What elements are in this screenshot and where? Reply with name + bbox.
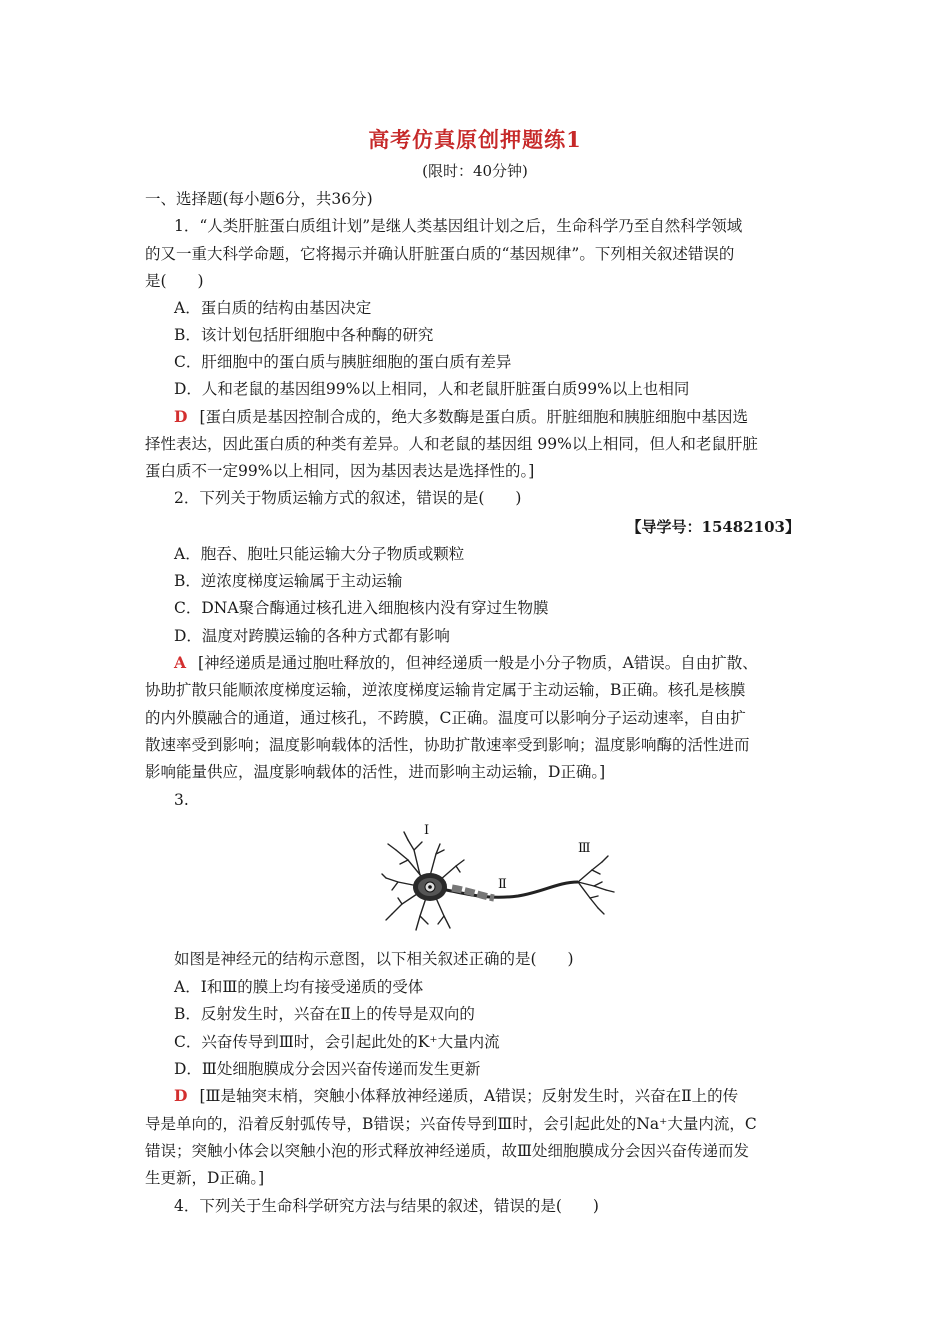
page-title: 高考仿真原创押题练1 [368, 127, 582, 152]
time-limit: (限时：40分钟) [422, 162, 528, 180]
q3-stem: 如图是神经元的结构示意图，以下相关叙述正确的是( ) [174, 950, 574, 968]
q3-explanation-line: 错误；突触小体会以突触小泡的形式释放神经递质，故Ⅲ处细胞膜成分会因兴奋传递而发 [145, 1142, 749, 1160]
section-heading: 一、选择题(每小题6分，共36分) [145, 190, 373, 208]
q1-option-b: B．该计划包括肝细胞中各种酶的研究 [174, 326, 434, 344]
q1-stem-line: 是( ) [145, 272, 204, 290]
q1-stem-line: 的又一重大科学命题，它将揭示并确认肝脏蛋白质的“基因规律”。下列相关叙述错误的 [145, 245, 735, 263]
q1-option-c: C．肝细胞中的蛋白质与胰脏细胞的蛋白质有差异 [174, 353, 512, 371]
q1-explanation-line: 择性表达，因此蛋白质的种类有差异。人和老鼠的基因组 99%以上相同，但人和老鼠肝脏 [145, 435, 758, 453]
q3-explanation-line: 生更新，D正确。] [145, 1169, 265, 1187]
label-I: Ⅰ [424, 823, 430, 838]
q1-answer: D [174, 407, 188, 426]
q3-option-d: D．Ⅲ处细胞膜成分会因兴奋传递而发生更新 [174, 1060, 481, 1078]
q2-explanation-line: 的内外膜融合的通道，通过核孔，不跨膜，C正确。温度可以影响分子运动速率，自由扩 [145, 709, 746, 727]
q1-option-a: A．蛋白质的结构由基因决定 [174, 299, 372, 317]
q2-option-a: A．胞吞、胞吐只能运输大分子物质或颗粒 [174, 545, 465, 563]
q3-explanation-line: 导是单向的，沿着反射弧传导，B错误；兴奋传导到Ⅲ时，会引起此处的Na⁺大量内流，C [145, 1115, 757, 1133]
q3-explanation-line [174, 1086, 738, 1106]
q1-stem-line: 1．“人类肝脏蛋白质组计划”是继人类基因组计划之后，生命科学乃至自然科学领域 [174, 217, 743, 235]
guide-number: 【导学号：15482103】 [626, 518, 800, 536]
neuron-diagram [378, 820, 628, 938]
q2-option-b: B．逆浓度梯度运输属于主动运输 [174, 572, 403, 590]
q2-explanation-line [174, 653, 758, 673]
q2-explanation-line: 散速率受到影响；温度影响载体的活性，协助扩散速率受到影响；温度影响酶的活性进而 [145, 736, 750, 754]
q3-option-c: C．兴奋传导到Ⅲ时，会引起此处的K⁺大量内流 [174, 1033, 500, 1051]
q1-explanation-line: 蛋白质不一定99%以上相同，因为基因表达是选择性的。] [145, 462, 535, 480]
q2-option-c: C．DNA聚合酶通过核孔进入细胞核内没有穿过生物膜 [174, 599, 549, 617]
q1-option-d: D．人和老鼠的基因组99%以上相同，人和老鼠肝脏蛋白质99%以上也相同 [174, 380, 690, 398]
q3-option-a: A．Ⅰ和Ⅲ的膜上均有接受递质的受体 [174, 978, 424, 996]
q3-number: 3. [174, 791, 189, 809]
q1-explanation-line [174, 407, 748, 427]
q3-explanation-text: [Ⅲ是轴突末梢，突触小体释放神经递质，A错误；反射发生时，兴奋在Ⅱ上的传 [199, 1087, 739, 1105]
q3-answer: D [174, 1086, 188, 1105]
q3-option-b: B．反射发生时，兴奋在Ⅱ上的传导是双向的 [174, 1005, 475, 1023]
q2-explanation-text: [神经递质是通过胞吐释放的，但神经递质一般是小分子物质，A错误。自由扩散、 [198, 654, 758, 672]
q2-stem: 2．下列关于物质运输方式的叙述，错误的是( ) [174, 489, 522, 507]
q2-option-d: D．温度对跨膜运输的各种方式都有影响 [174, 627, 450, 645]
q2-answer: A [174, 653, 187, 672]
label-III: Ⅲ [578, 841, 591, 856]
q2-explanation-line: 影响能量供应，温度影响载体的活性，进而影响主动运输，D正确。] [145, 763, 606, 781]
q4-stem: 4．下列关于生命科学研究方法与结果的叙述，错误的是( ) [174, 1197, 599, 1215]
label-II: Ⅱ [498, 877, 507, 892]
q2-explanation-line: 协助扩散只能顺浓度梯度运输，逆浓度梯度运输肯定属于主动运输，B正确。核孔是核膜 [145, 681, 746, 699]
q1-explanation-text: [蛋白质是基因控制合成的，绝大多数酶是蛋白质。肝脏细胞和胰脏细胞中基因选 [199, 408, 749, 426]
